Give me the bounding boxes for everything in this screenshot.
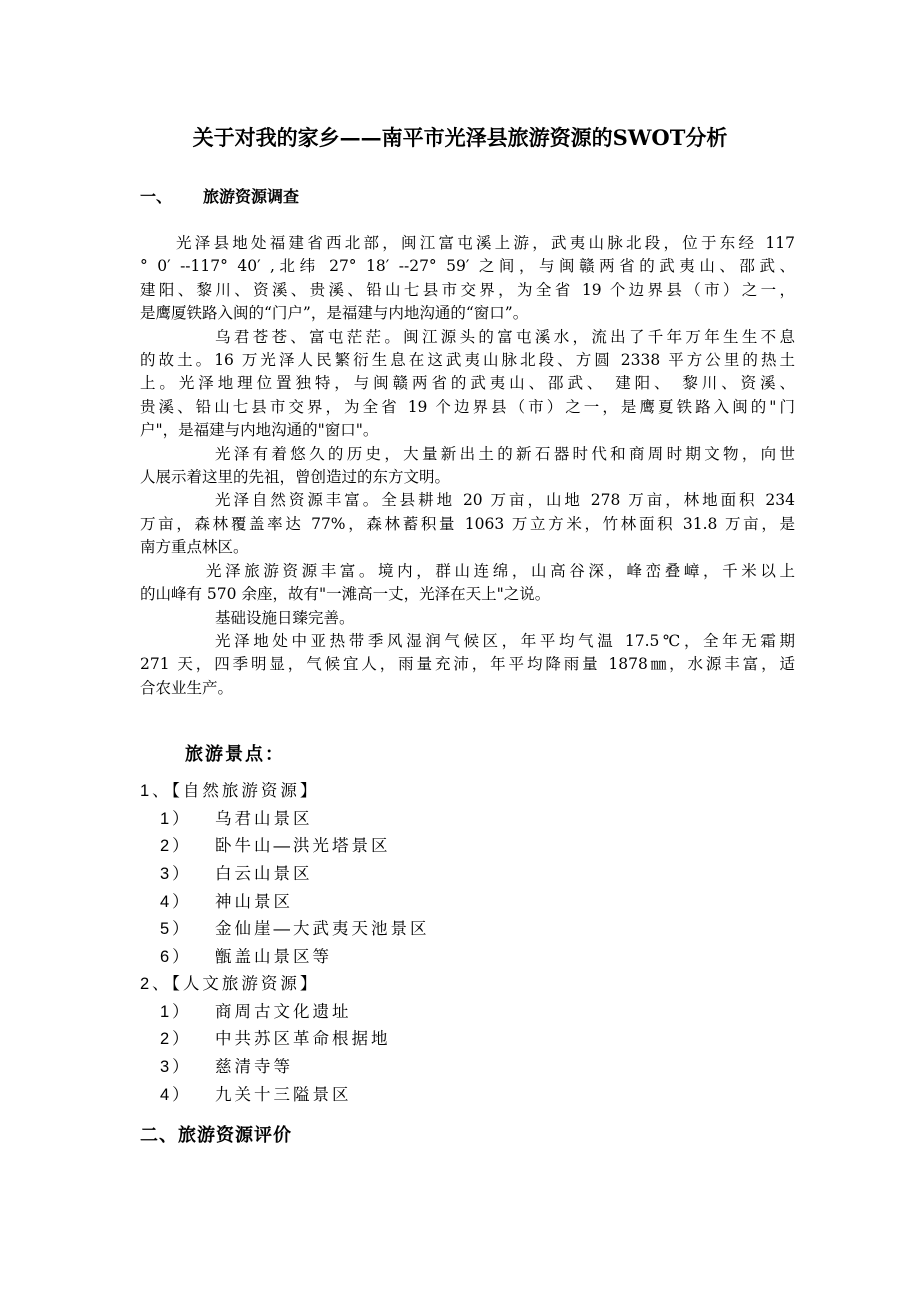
item-number: 2）: [160, 837, 192, 856]
section-heading-2: 二、旅游资源评价: [140, 1125, 292, 1146]
paragraph: [140, 326, 795, 443]
item-number: 1）: [160, 809, 192, 828]
item-text: 商周古文化遗址: [215, 1002, 352, 1021]
paragraph: [140, 232, 795, 326]
paragraph-line: 乌君苍苍、富屯茫茫。闽江源头的富屯溪水，流出了千年万年生生不息: [215, 327, 795, 346]
category-heading: 1、【自然旅游资源】: [140, 782, 320, 801]
paragraph-line: 光泽县地处福建省西北部，闽江富屯溪上游，武夷山脉北段，位于东经 117: [176, 234, 795, 252]
paragraph: [140, 443, 795, 490]
section-number: 一、: [140, 189, 173, 206]
item-number: 3）: [160, 864, 192, 883]
category-heading: 2、【人文旅游资源】: [140, 975, 320, 994]
item-number: 4）: [160, 1085, 192, 1104]
spots-list: [140, 778, 920, 1109]
paragraph-line: 建阳、黎川、资溪、贵溪、铅山七县市交界，为全省 19 个边界县（市）之一，: [140, 280, 795, 299]
spots-heading: 旅游景点：: [185, 744, 285, 765]
item-text: 甑盖山景区等: [215, 947, 332, 966]
list-item: [140, 944, 920, 972]
item-number: 5）: [160, 920, 192, 939]
item-text: 神山景区: [215, 892, 293, 911]
list-item: [140, 833, 920, 861]
survey-body: [140, 232, 795, 700]
paragraph: [140, 489, 795, 559]
paragraph-line: 人展示着这里的先祖，曾创造过的东方文明。: [140, 468, 451, 487]
paragraph: [140, 607, 795, 630]
paragraph-line: 光泽自然资源丰富。全县耕地 20 万亩，山地 278 万亩，林地面积 234: [215, 491, 795, 510]
paragraph-line: 万亩，森林覆盖率达 77%，森林蓄积量 1063 万立方米，竹林面积 31.8 万亩，是: [140, 514, 795, 533]
item-text: 金仙崖—大武夷天池景区: [215, 920, 430, 939]
list-item: [140, 806, 920, 834]
paragraph-line: 光泽旅游资源丰富。境内，群山连绵，山高谷深，峰峦叠嶂，千米以上: [206, 561, 795, 580]
list-item: [140, 916, 920, 944]
list-item: [140, 889, 920, 917]
paragraph-line: 户"，是福建与内地沟通的"窗口"。: [140, 421, 379, 440]
section-label: 旅游资源调查: [203, 189, 300, 206]
paragraph: [140, 630, 795, 700]
item-number: 4）: [160, 892, 192, 911]
paragraph-line: 贵溪、铅山七县市交界，为全省 19 个边界县（市）之一，是鹰夏铁路入闽的"门: [140, 397, 795, 416]
document-title: 关于对我的家乡——南平市光泽县旅游资源的SWOT分析: [192, 125, 728, 150]
paragraph-line: 271 天，四季明显，气候宜人，雨量充沛，年平均降雨量 1878㎜，水源丰富，适: [140, 655, 795, 674]
item-text: 卧牛山—洪光塔景区: [215, 837, 391, 856]
paragraph-line: 上。光泽地理位置独特，与闽赣两省的武夷山、邵武、 建阳、 黎川、资溪、: [140, 374, 795, 393]
list-item: [140, 861, 920, 889]
item-text: 慈清寺等: [215, 1058, 293, 1077]
paragraph-line: 南方重点林区。: [140, 538, 249, 557]
paragraph-line: 合农业生产。: [140, 678, 234, 697]
list-item: [140, 1026, 920, 1054]
paragraph-line: 基础设施日臻完善。: [215, 608, 355, 627]
paragraph-line: ° 0′ --117° 40′ ,北纬 27° 18′ --27° 59′ 之间，与闽赣两省的武夷山、邵武、: [140, 257, 795, 276]
item-text: 白云山景区: [215, 864, 313, 883]
list-item: [140, 1082, 920, 1110]
section-heading-1: [140, 186, 920, 210]
item-text: 乌君山景区: [215, 809, 313, 828]
paragraph-line: 的山峰有 570 余座，故有"一滩高一丈，光泽在天上"之说。: [140, 585, 551, 604]
paragraph-line: 是鹰厦铁路入闽的“门户”，是福建与内地沟通的“窗口”。: [140, 304, 529, 323]
paragraph-line: 光泽有着悠久的历史，大量新出土的新石器时代和商周时期文物，向世: [215, 444, 795, 463]
item-number: 6）: [160, 947, 192, 966]
list-item: [140, 1054, 920, 1082]
paragraph-line: 光泽地处中亚热带季风湿润气候区，年平均气温 17.5℃，全年无霜期: [215, 631, 795, 650]
item-number: 3）: [160, 1058, 192, 1077]
paragraph: [140, 560, 795, 607]
item-text: 中共苏区革命根据地: [215, 1030, 391, 1049]
item-number: 2）: [160, 1030, 192, 1049]
item-number: 1）: [160, 1002, 192, 1021]
list-item: [140, 999, 920, 1027]
item-text: 九关十三隘景区: [215, 1085, 352, 1104]
paragraph-line: 的故土。16 万光泽人民繁衍生息在这武夷山脉北段、方圆 2338 平方公里的热土: [140, 351, 795, 370]
